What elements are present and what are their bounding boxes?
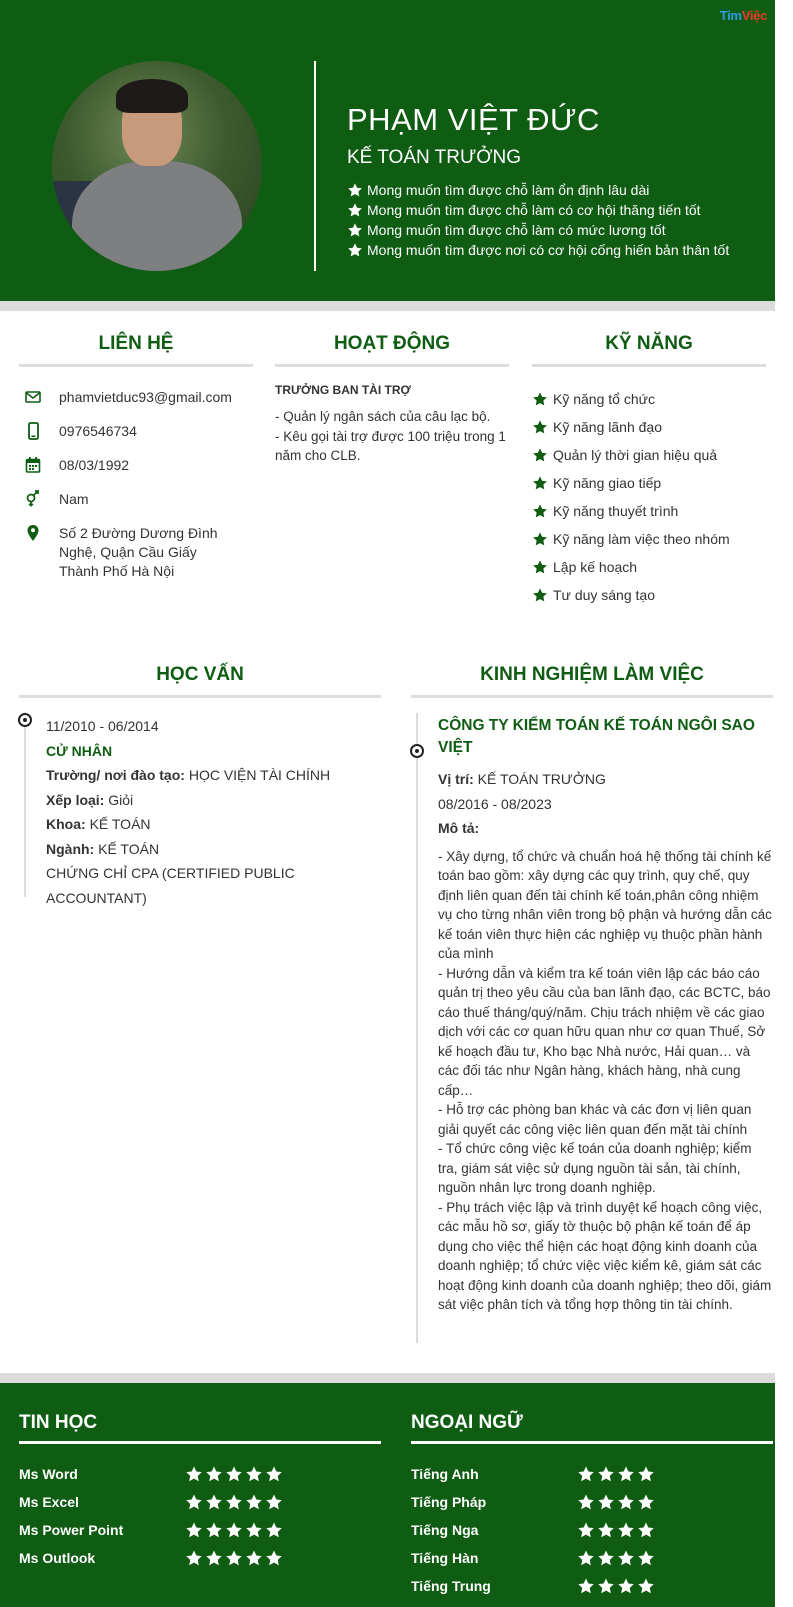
star-icon: [265, 1521, 283, 1539]
rating-label: Tiếng Nga: [411, 1522, 479, 1538]
experience-desc-line: - Phụ trách việc lập và trình duyệt kế hoạch công việc, các mẫu hồ sơ, giấy tờ thuộc bộ phận kế toán để áp dụng cho việc thể hiện các hoạt động kinh doanh của doanh nghiệp; tổ chức việc việc kiểm kê, giám sát các hoạt động kinh doanh của doanh nghiệp; theo dõi, giám sát việc phân tích và tổng hợp thông tin tài chính.: [438, 1199, 772, 1312]
activity-line: - Kêu gọi tài trợ được 100 triệu trong 1 năm cho CLB.: [275, 428, 506, 463]
skill-item: Quản lý thời gian hiệu quả: [532, 441, 730, 469]
rating-stars: [577, 1577, 657, 1595]
education-rank: Xếp loại: Giỏi: [46, 791, 134, 808]
experience-desc-label: Mô tả:: [438, 820, 480, 836]
rating-label: Tiếng Anh: [411, 1466, 479, 1482]
star-icon: [577, 1549, 595, 1567]
education-major: Ngành: KẾ TOÁN: [46, 840, 160, 857]
contact-heading: LIÊN HỆ: [98, 333, 174, 354]
star-icon: [617, 1549, 635, 1567]
star-icon: [637, 1577, 655, 1595]
education-faculty: Khoa: KẾ TOÁN: [46, 816, 151, 832]
avatar: [52, 61, 262, 271]
goal-item: Mong muốn tìm được nơi có cơ hội cống hiến bản thân tốt: [347, 240, 729, 260]
star-icon: [597, 1549, 615, 1567]
education-degree: CỬ NHÂN: [46, 742, 113, 759]
experience-position: Vị trí: KẾ TOÁN TRƯỞNG: [438, 771, 606, 787]
star-icon: [532, 391, 548, 407]
experience-description: [438, 847, 774, 1315]
computer-skills-list: [19, 1460, 285, 1572]
experience-timeline: [416, 713, 418, 1343]
star-icon: [637, 1549, 655, 1567]
calendar-icon: [25, 456, 41, 474]
computer-skills-underline: [19, 1441, 381, 1444]
rating-stars: [185, 1465, 285, 1483]
star-icon: [577, 1493, 595, 1511]
rating-stars: [185, 1493, 285, 1511]
star-icon: [532, 587, 548, 603]
star-icon: [617, 1465, 635, 1483]
rating-label: Tiếng Hàn: [411, 1550, 479, 1566]
experience-heading: KINH NGHIỆM LÀM VIỆC: [480, 664, 704, 685]
skill-item: Kỹ năng thuyết trình: [532, 497, 730, 525]
star-icon: [347, 202, 363, 218]
experience-desc-line: - Tổ chức công việc kế toán của doanh nghiệp; kiểm tra, giám sát việc sử dụng nguồn tài sản, tài chính, nguồn nhân lực trong doanh nghiệp.: [438, 1141, 752, 1195]
contact-birthday-text: 08/03/1992: [59, 457, 130, 473]
activity-role: TRƯỞNG BAN TÀI TRỢ: [275, 383, 411, 397]
candidate-role: KẾ TOÁN TRƯỞNG: [347, 147, 521, 168]
education-heading: HỌC VẤN: [156, 664, 244, 685]
goal-item: Mong muốn tìm được chỗ làm ổn định lâu dài: [347, 180, 729, 200]
star-icon: [597, 1465, 615, 1483]
star-icon: [205, 1549, 223, 1567]
timeline-dot-icon: [410, 744, 424, 758]
mail-icon: [25, 388, 41, 406]
skill-item: Kỹ năng giao tiếp: [532, 469, 730, 497]
contact-gender: [25, 490, 255, 509]
rating-item: [19, 1544, 285, 1572]
rating-stars: [577, 1549, 657, 1567]
skill-item: Kỹ năng làm việc theo nhóm: [532, 525, 730, 553]
brand-logo-part2: Việc: [741, 8, 767, 23]
star-icon: [265, 1549, 283, 1567]
rating-item: [411, 1572, 657, 1600]
star-icon: [617, 1493, 635, 1511]
education-school: Trường/ nơi đào tạo: HỌC VIỆN TÀI CHÍNH: [46, 767, 331, 783]
star-icon: [637, 1521, 655, 1539]
career-goals: [347, 180, 729, 260]
activity-line: - Quản lý ngân sách của câu lạc bộ.: [275, 409, 491, 424]
education-heading-underline: [19, 695, 381, 698]
rating-item: [19, 1516, 285, 1544]
star-icon: [532, 419, 548, 435]
contact-gender-text: Nam: [59, 491, 89, 507]
goal-item: Mong muốn tìm được chỗ làm có mức lương tốt: [347, 220, 729, 240]
star-icon: [225, 1549, 243, 1567]
star-icon: [185, 1493, 203, 1511]
rating-label: Ms Excel: [19, 1494, 79, 1510]
skill-item: Lập kế hoạch: [532, 553, 730, 581]
rating-stars: [185, 1549, 285, 1567]
rating-stars: [577, 1465, 657, 1483]
header-banner: [0, 0, 775, 301]
skills-list: [532, 385, 730, 609]
star-icon: [577, 1465, 595, 1483]
star-icon: [347, 242, 363, 258]
rating-stars: [577, 1493, 657, 1511]
section-separator: [0, 301, 793, 311]
star-icon: [185, 1521, 203, 1539]
languages-underline: [411, 1441, 773, 1444]
experience-desc-line: - Hỗ trợ các phòng ban khác và các đơn vị liên quan giải quyết các công việc liên quan đến mặt tài chính: [438, 1102, 752, 1137]
brand-logo[interactable]: [720, 8, 767, 23]
star-icon: [637, 1493, 655, 1511]
rating-item: [411, 1460, 657, 1488]
star-icon: [265, 1493, 283, 1511]
contact-email[interactable]: [25, 388, 255, 407]
education-certificate: CHỨNG CHỈ CPA (CERTIFIED PUBLIC ACCOUNTANT): [46, 865, 295, 906]
star-icon: [265, 1465, 283, 1483]
star-icon: [225, 1465, 243, 1483]
activities-heading-underline: [275, 364, 509, 367]
rating-label: Tiếng Pháp: [411, 1494, 487, 1510]
star-icon: [205, 1493, 223, 1511]
star-icon: [532, 475, 548, 491]
star-icon: [245, 1465, 263, 1483]
star-icon: [347, 222, 363, 238]
star-icon: [577, 1577, 595, 1595]
contact-birthday: [25, 456, 255, 475]
map-pin-icon: [25, 524, 41, 542]
star-icon: [205, 1521, 223, 1539]
education-period: 11/2010 - 06/2014: [46, 718, 159, 734]
contact-phone[interactable]: [25, 422, 255, 441]
rating-stars: [577, 1521, 657, 1539]
star-icon: [245, 1521, 263, 1539]
rating-item: [411, 1488, 657, 1516]
star-icon: [637, 1465, 655, 1483]
timeline-dot-icon: [18, 713, 32, 727]
star-icon: [532, 503, 548, 519]
star-icon: [532, 531, 548, 547]
skill-item: Kỹ năng tổ chức: [532, 385, 730, 413]
star-icon: [185, 1465, 203, 1483]
rating-label: Ms Outlook: [19, 1550, 96, 1566]
star-icon: [225, 1493, 243, 1511]
activities-heading: HOẠT ĐỘNG: [333, 333, 451, 354]
brand-logo-part1: Tim: [719, 8, 742, 23]
star-icon: [532, 447, 548, 463]
computer-skills-heading: TIN HỌC: [19, 1412, 98, 1433]
experience-heading-underline: [411, 695, 773, 698]
star-icon: [347, 182, 363, 198]
star-icon: [532, 559, 548, 575]
star-icon: [245, 1549, 263, 1567]
header-divider: [314, 61, 316, 271]
star-icon: [597, 1577, 615, 1595]
page-right-margin: [775, 0, 793, 1607]
rating-item: [411, 1544, 657, 1572]
star-icon: [617, 1577, 635, 1595]
rating-label: Tiếng Trung: [411, 1578, 491, 1594]
star-icon: [245, 1493, 263, 1511]
star-icon: [205, 1465, 223, 1483]
phone-icon: [25, 422, 41, 440]
experience-entry: [438, 715, 778, 1315]
gender-icon: [25, 490, 41, 508]
rating-stars: [185, 1521, 285, 1539]
contact-heading-underline: [19, 364, 253, 367]
languages-list: [411, 1460, 657, 1600]
skills-heading: KỸ NĂNG: [605, 333, 693, 354]
skill-item: Kỹ năng lãnh đạo: [532, 413, 730, 441]
rating-label: Ms Power Point: [19, 1522, 124, 1538]
star-icon: [185, 1549, 203, 1567]
experience-desc-line: - Xây dựng, tổ chức và chuẩn hoá hệ thống tài chính kế toán bao gồm: xây dựng các quy trình, quy chế, quy định liên quan đến tài chính kế toán,phân công nhiệm vụ cho từng nhân viên trong bộ phận và hướng dẫn các kế toán viên thực hiện các nghiệp vụ thuộc phần hành của mình: [438, 848, 772, 961]
goal-item: Mong muốn tìm được chỗ làm có cơ hội thăng tiến tốt: [347, 200, 729, 220]
education-entry: [46, 714, 386, 906]
rating-item: [411, 1516, 657, 1544]
rating-item: [19, 1488, 285, 1516]
contact-address-text: Số 2 Đường Dương Đình Nghệ, Quận Cầu Giấy Thành Phố Hà Nội: [59, 525, 218, 579]
experience-company: CÔNG TY KIỂM TOÁN KẾ TOÁN NGÔI SAO VIỆT: [438, 717, 755, 756]
footer-banner: [0, 1383, 775, 1607]
activities-block: [275, 383, 510, 466]
rating-item: [19, 1460, 285, 1488]
contact-email-text: phamvietduc93@gmail.com: [59, 389, 232, 405]
education-timeline: [24, 712, 26, 897]
star-icon: [617, 1521, 635, 1539]
experience-desc-line: - Hướng dẫn và kiểm tra kế toán viên lập các báo cáo quản trị theo yêu cầu của ban lãnh đạo, các BCTC, báo cáo thuế tháng/quý/năm. Chịu trách nhiệm về các giao dịch với các cơ quan hữu quan như cơ quan Thuế, Sở kế hoạch đầu tư, Kho bạc Nhà nước, Hải quan… và các đối tác như Ngân hàng, khách hàng, nhà cung cấp…: [438, 965, 771, 1098]
section-separator: [0, 1373, 793, 1383]
star-icon: [577, 1521, 595, 1539]
skills-heading-underline: [532, 364, 766, 367]
skill-item: Tư duy sáng tạo: [532, 581, 730, 609]
rating-label: Ms Word: [19, 1466, 78, 1482]
contact-list: [25, 388, 255, 596]
star-icon: [597, 1521, 615, 1539]
languages-heading: NGOẠI NGỮ: [411, 1412, 523, 1433]
candidate-name: PHẠM VIỆT ĐỨC: [347, 102, 600, 137]
star-icon: [225, 1521, 243, 1539]
star-icon: [597, 1493, 615, 1511]
experience-period: 08/2016 - 08/2023: [438, 795, 552, 812]
contact-phone-text: 0976546734: [59, 423, 137, 439]
contact-address: [25, 524, 255, 581]
